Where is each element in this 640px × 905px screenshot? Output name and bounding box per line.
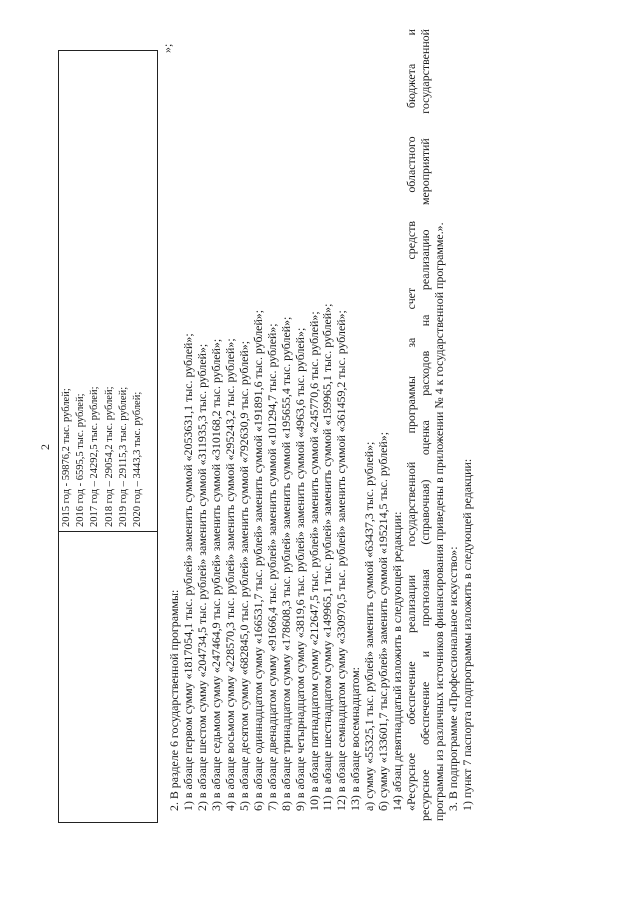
section-heading: 2. В разделе 6 государственной программы: [167,589,181,811]
text-line: 1) пункт 7 паспорта подпрограммы изложить в следующей редакции: [460,458,475,811]
year-amount-line: 2015 год - 59876,2 тыс. рублей; [61,388,72,527]
year-amount-line: 2018 год – 29054,2 тыс. рублей; [103,386,115,527]
table-row [59,51,158,823]
year-amount-line: 2019 год – 29115,3 тыс. рублей; [117,386,129,527]
text-line: 6) в абзаце одиннадцатом сумму «166531,7 тыс. рублей» заменить суммой «191891,6 тыс. рублей»; [250,309,265,811]
table-cell-empty [59,532,158,823]
text-line: 10) в абзаце пятнадцатом сумму «212647,5 тыс. рублей» заменить суммой «245770,6 тыс. рублей»; [306,311,321,811]
text-line: 13) в абзаце восемнадцатом: [348,667,363,811]
year-amount-line: 2016 год - 6595,5 тыс. рублей; [75,393,87,527]
section-heading: 3. В подпрограмме «Профессиональное искусство»: [446,546,461,811]
year-amount-line: 2020 год – 3443,3 тыс. рублей; [132,391,144,527]
page-number: 2 [38,444,52,450]
text-line: 5) в абзаце десятом сумму «682845,0 тыс. рублей» заменить суммой «792630,9 тыс. рублей»; [236,340,251,811]
text-line: 2) в абзаце шестом сумму «204734,5 тыс. рублей» заменить суммой «311935,3 тыс. рублей»; [194,343,209,811]
paragraph-line: «Ресурсное обеспечение реализации государственной программы за счет средств областного бюджета и [404,29,419,811]
amendment-text [168,29,475,821]
paragraph-line: программы из различных источников финансирования приведены в приложении № 4 к государственной программе.». [432,222,447,821]
text-line: 14) абзац девятнадцатый изложить в следующей редакции: [390,511,405,811]
paragraph-line: ресурсное обеспечение и прогнозная (справочная) оценка расходов на реализацию мероприятий государственной [418,29,433,821]
text-line: 9) в абзаце четырнадцатом сумму «3819,6 тыс. рублей» заменить суммой «4963,6 тыс. рублей»; [292,327,307,811]
text-line: б) сумму «133601,7 тыс.рублей» заменить суммой «195214,5 тыс. рублей»; [376,431,391,811]
year-amount-line: 2017 год – 24292,5 тыс. рублей; [89,386,101,527]
text-line: 11) в абзаце шестнадцатом сумму «149965,1 тыс. рублей» заменить суммой «159965,1 тыс. рублей»; [320,303,335,811]
text-line: 3) в абзаце седьмом сумму «247464,9 тыс. рублей» заменить суммой «310168,2 тыс. рублей»; [208,338,223,811]
closing-quote-mark: »; [160,43,174,53]
text-line: 1) в абзаце первом сумму «1817054,1 тыс. рублей» заменить суммой «2053631,1 тыс. рублей»; [180,333,195,811]
text-line: а) сумму «55325,1 тыс. рублей» заменить суммой «63437,3 тыс. рублей»; [362,441,377,811]
table-cell-years [59,51,158,532]
text-line: 12) в абзаце семнадцатом сумму «330970,5 тыс. рублей» заменить суммой «361459,2 тыс. рублей»; [334,310,349,811]
text-line: 7) в абзаце двенадцатом сумму «91666,4 тыс. рублей» заменить суммой «101294,7 тыс. рублей»; [264,323,279,811]
financing-table [58,50,158,823]
text-line: 4) в абзаце восьмом сумму «228570,3 тыс. рублей» заменить суммой «295243,2 тыс. рублей»; [222,338,237,811]
text-line: 8) в абзаце тринадцатом сумму «178608,3 тыс. рублей» заменить суммой «195655,4 тыс. рублей»; [278,316,293,811]
